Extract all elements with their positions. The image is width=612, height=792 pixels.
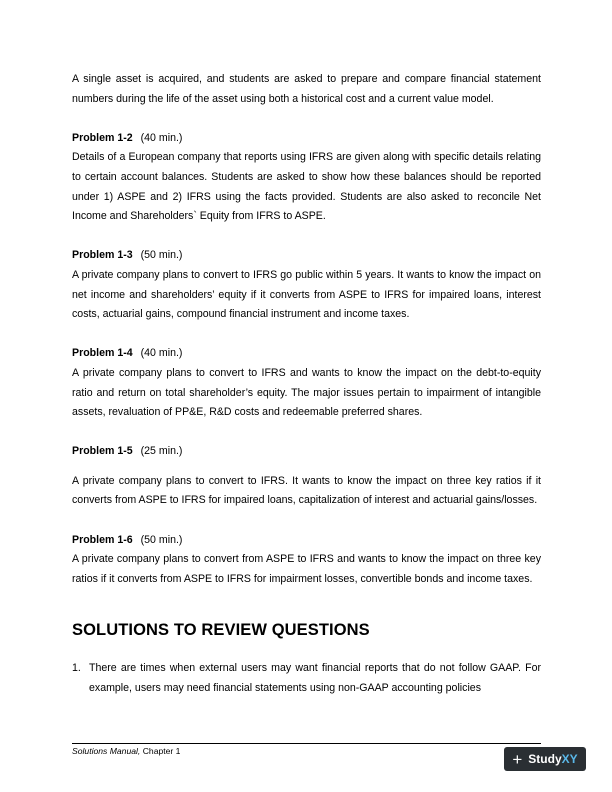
section-heading: SOLUTIONS TO REVIEW QUESTIONS xyxy=(72,621,370,640)
problem-title: Problem 1-6 xyxy=(72,533,133,546)
problem-title: Problem 1-3 xyxy=(72,249,133,262)
studyxy-badge[interactable] xyxy=(504,747,586,771)
document-page xyxy=(72,70,541,699)
problem-block xyxy=(72,442,541,511)
badge-study: Study xyxy=(528,752,562,766)
solution-item xyxy=(72,659,541,698)
problem-time: (40 min.) xyxy=(140,131,183,144)
problem-time: (40 min.) xyxy=(140,347,183,360)
solution-text: There are times when external users may want financial reports that do not follow GAAP. For example, users may need financial statements using non-GAAP accounting policies xyxy=(89,662,541,695)
footer-title: Solutions Manual, xyxy=(72,746,141,756)
problem-title: Problem 1-5 xyxy=(72,445,133,458)
problem-description: A private company plans to convert to IFRS go public within 5 years. It wants to know the impact on net income and shareholders’ equity if it converts from ASPE to IFRS for impaired loans, interest costs, actuarial gains, compound financial instrument and income taxes. xyxy=(72,268,541,321)
problem-heading xyxy=(72,344,541,364)
plus-icon: + xyxy=(512,749,523,769)
problem-block xyxy=(72,344,541,422)
problem-title: Problem 1-2 xyxy=(72,131,133,144)
problem-time: (50 min.) xyxy=(140,533,183,546)
page-footer xyxy=(72,743,541,757)
problem-description: Details of a European company that reports using IFRS are given along with specific details relating to certain account balances. Students are asked to show how these balances should be reported under 1) ASPE and 2) IFRS using the facts provided. Students are also asked to reconcile Net Income and Shareholders` Equity from IFRS to ASPE. xyxy=(72,151,541,223)
problem-block xyxy=(72,531,541,590)
problem-description: A private company plans to convert to IFRS and wants to know the impact on the debt-to-equity ratio and return on total shareholder’s equity. The major issues pertain to impairment of intangible assets, revaluation of PP&E, R&D costs and redeemable preferred shares. xyxy=(72,366,541,419)
problem-title: Problem 1-4 xyxy=(72,347,133,360)
problem-description: A private company plans to convert to IFRS. It wants to know the impact on three key ratios if it converts from ASPE to IFRS for impaired loans, capitalization of interest and actuarial gains/losses. xyxy=(72,474,541,507)
problem-time: (50 min.) xyxy=(140,249,183,262)
footer-chapter: Chapter 1 xyxy=(140,746,181,756)
problem-block xyxy=(72,246,541,324)
problem-heading xyxy=(72,442,541,462)
problem-description: A private company plans to convert from ASPE to IFRS and wants to know the impact on three key ratios if it converts from ASPE to IFRS for impairment losses, convertible bonds and income taxes. xyxy=(72,553,541,585)
problem-block xyxy=(72,129,541,227)
badge-xy: XY xyxy=(561,752,578,766)
problem-heading xyxy=(72,531,541,551)
problem-heading xyxy=(72,129,541,149)
intro-paragraph: A single asset is acquired, and students are asked to prepare and compare financial statement numbers during the life of the asset using both a historical cost and a current value model. xyxy=(72,73,541,105)
problem-time: (25 min.) xyxy=(140,445,183,458)
problem-heading xyxy=(72,246,541,266)
solution-number: 1. xyxy=(72,662,81,675)
